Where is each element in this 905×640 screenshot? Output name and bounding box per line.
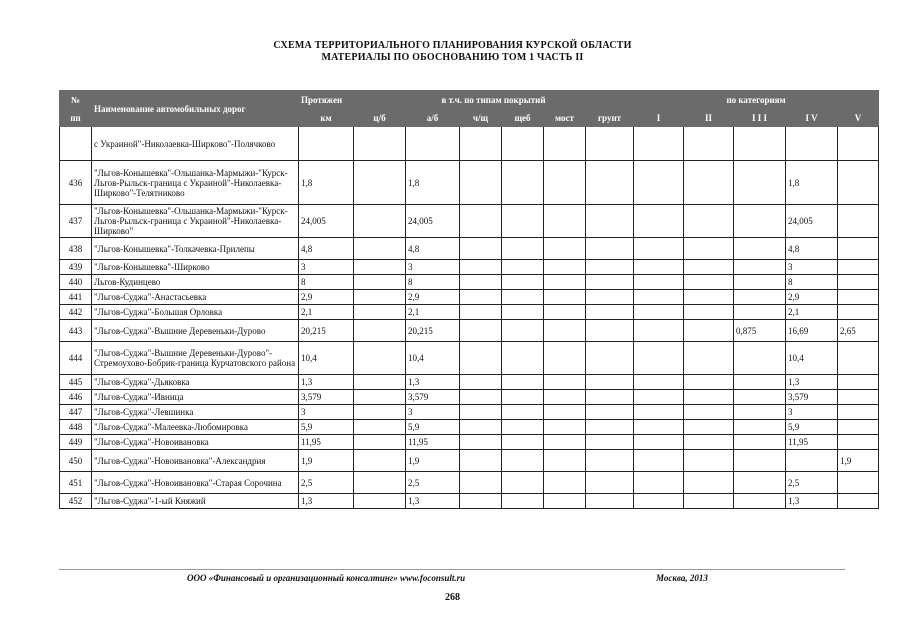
cat-1-value bbox=[634, 127, 684, 161]
cat-4-value: 3,579 bbox=[786, 390, 838, 405]
cat-2-value bbox=[684, 405, 734, 420]
cat-3-value bbox=[734, 435, 786, 450]
header-cat-1: I bbox=[634, 109, 684, 127]
row-number: 444 bbox=[60, 342, 92, 375]
road-name: "Льгов-Суджа"-Вышние Деревеньки-Дурово"-Стремоухово-Бобрик-граница Курчатовского района bbox=[92, 342, 299, 375]
chc-value bbox=[460, 260, 502, 275]
row-number: 445 bbox=[60, 375, 92, 390]
length-km: 2,9 bbox=[299, 290, 354, 305]
ab-value: 5,9 bbox=[406, 420, 460, 435]
header-shcheb: щеб bbox=[502, 109, 544, 127]
shcheb-value bbox=[502, 450, 544, 472]
road-name: "Льгов-Суджа"-1-ый Княжий bbox=[92, 494, 299, 509]
page-number: 268 bbox=[445, 592, 460, 603]
table-row bbox=[60, 290, 879, 305]
road-name: "Льгов-Суджа"-Левшинка bbox=[92, 405, 299, 420]
grunt-value bbox=[586, 375, 634, 390]
ab-value: 3,579 bbox=[406, 390, 460, 405]
grunt-value bbox=[586, 290, 634, 305]
cat-4-value: 2,5 bbox=[786, 472, 838, 494]
cat-2-value bbox=[684, 290, 734, 305]
grunt-value bbox=[586, 127, 634, 161]
cat-3-value bbox=[734, 290, 786, 305]
length-km: 3 bbox=[299, 260, 354, 275]
length-km: 3,579 bbox=[299, 390, 354, 405]
cb-value bbox=[354, 435, 406, 450]
header-by-surface: в т.ч. по типам покрытий bbox=[354, 91, 634, 109]
most-value bbox=[544, 405, 586, 420]
cat-4-value: 16,69 bbox=[786, 320, 838, 342]
ab-value: 24,005 bbox=[406, 205, 460, 238]
road-name: "Льгов-Конышевка"-Ширково bbox=[92, 260, 299, 275]
cat-4-value: 2,9 bbox=[786, 290, 838, 305]
shcheb-value bbox=[502, 161, 544, 205]
document-subtitle: МАТЕРИАЛЫ ПО ОБОСНОВАНИЮ ТОМ 1 ЧАСТЬ II bbox=[321, 52, 584, 63]
cat-1-value bbox=[634, 238, 684, 260]
cat-2-value bbox=[684, 205, 734, 238]
cat-5-value bbox=[838, 275, 879, 290]
row-number: 439 bbox=[60, 260, 92, 275]
grunt-value bbox=[586, 342, 634, 375]
cb-value bbox=[354, 260, 406, 275]
cat-1-value bbox=[634, 342, 684, 375]
ab-value bbox=[406, 127, 460, 161]
chc-value bbox=[460, 472, 502, 494]
row-number: 448 bbox=[60, 420, 92, 435]
cat-3-value bbox=[734, 238, 786, 260]
cb-value bbox=[354, 390, 406, 405]
shcheb-value bbox=[502, 205, 544, 238]
grunt-value bbox=[586, 275, 634, 290]
road-name: "Льгов-Суджа"-Вышние Деревеньки-Дурово bbox=[92, 320, 299, 342]
shcheb-value bbox=[502, 420, 544, 435]
grunt-value bbox=[586, 435, 634, 450]
row-number: 450 bbox=[60, 450, 92, 472]
shcheb-value bbox=[502, 305, 544, 320]
chc-value bbox=[460, 290, 502, 305]
table-row bbox=[60, 472, 879, 494]
cb-value bbox=[354, 127, 406, 161]
cat-3-value bbox=[734, 494, 786, 509]
length-km: 2,1 bbox=[299, 305, 354, 320]
length-km: 3 bbox=[299, 405, 354, 420]
cb-value bbox=[354, 275, 406, 290]
most-value bbox=[544, 205, 586, 238]
cat-4-value: 1,3 bbox=[786, 494, 838, 509]
cb-value bbox=[354, 238, 406, 260]
roads-table bbox=[59, 90, 879, 509]
cat-1-value bbox=[634, 275, 684, 290]
grunt-value bbox=[586, 205, 634, 238]
header-length: Протяжен bbox=[299, 91, 354, 109]
header-cb: ц/б bbox=[354, 109, 406, 127]
cat-3-value bbox=[734, 275, 786, 290]
cat-2-value bbox=[684, 275, 734, 290]
chc-value bbox=[460, 305, 502, 320]
header-km: км bbox=[299, 109, 354, 127]
header-cat-5: V bbox=[838, 109, 879, 127]
cat-5-value bbox=[838, 342, 879, 375]
length-km: 5,9 bbox=[299, 420, 354, 435]
chc-value bbox=[460, 420, 502, 435]
length-km bbox=[299, 127, 354, 161]
shcheb-value bbox=[502, 375, 544, 390]
cat-3-value: 0,875 bbox=[734, 320, 786, 342]
length-km: 1,9 bbox=[299, 450, 354, 472]
shcheb-value bbox=[502, 342, 544, 375]
header-no: № bbox=[60, 91, 92, 109]
cat-4-value: 3 bbox=[786, 405, 838, 420]
row-number: 440 bbox=[60, 275, 92, 290]
header-grunt: грунт bbox=[586, 109, 634, 127]
table-row bbox=[60, 238, 879, 260]
grunt-value bbox=[586, 305, 634, 320]
cb-value bbox=[354, 472, 406, 494]
shcheb-value bbox=[502, 290, 544, 305]
shcheb-value bbox=[502, 275, 544, 290]
length-km: 20,215 bbox=[299, 320, 354, 342]
cat-5-value bbox=[838, 494, 879, 509]
cat-1-value bbox=[634, 161, 684, 205]
cb-value bbox=[354, 420, 406, 435]
cat-5-value: 1,9 bbox=[838, 450, 879, 472]
cat-3-value bbox=[734, 305, 786, 320]
cat-5-value bbox=[838, 420, 879, 435]
grunt-value bbox=[586, 390, 634, 405]
cat-1-value bbox=[634, 405, 684, 420]
chc-value bbox=[460, 275, 502, 290]
cat-4-value: 1,8 bbox=[786, 161, 838, 205]
cat-4-value: 4,8 bbox=[786, 238, 838, 260]
ab-value: 3 bbox=[406, 405, 460, 420]
most-value bbox=[544, 290, 586, 305]
header-cat-2: II bbox=[684, 109, 734, 127]
road-name: "Льгов-Суджа"-Новоивановка bbox=[92, 435, 299, 450]
most-value bbox=[544, 161, 586, 205]
cat-5-value bbox=[838, 305, 879, 320]
shcheb-value bbox=[502, 390, 544, 405]
ab-value: 1,3 bbox=[406, 494, 460, 509]
most-value bbox=[544, 435, 586, 450]
table-row bbox=[60, 375, 879, 390]
cb-value bbox=[354, 320, 406, 342]
length-km: 1,3 bbox=[299, 375, 354, 390]
header-most: мост bbox=[544, 109, 586, 127]
table-row bbox=[60, 260, 879, 275]
cat-2-value bbox=[684, 420, 734, 435]
table-row bbox=[60, 494, 879, 509]
table-row bbox=[60, 127, 879, 161]
cat-3-value bbox=[734, 420, 786, 435]
table-row bbox=[60, 275, 879, 290]
header-cat-4: I V bbox=[786, 109, 838, 127]
cat-3-value bbox=[734, 450, 786, 472]
chc-value bbox=[460, 375, 502, 390]
cat-2-value bbox=[684, 435, 734, 450]
table-row bbox=[60, 320, 879, 342]
table-row bbox=[60, 342, 879, 375]
cat-2-value bbox=[684, 161, 734, 205]
cat-5-value bbox=[838, 161, 879, 205]
cat-4-value bbox=[786, 450, 838, 472]
cat-1-value bbox=[634, 420, 684, 435]
ab-value: 2,9 bbox=[406, 290, 460, 305]
table-header-row-1 bbox=[60, 91, 879, 109]
cat-3-value bbox=[734, 390, 786, 405]
cat-4-value: 3 bbox=[786, 260, 838, 275]
cat-4-value: 10,4 bbox=[786, 342, 838, 375]
grunt-value bbox=[586, 472, 634, 494]
row-number: 452 bbox=[60, 494, 92, 509]
road-name: "Льгов-Суджа"-Дьяковка bbox=[92, 375, 299, 390]
shcheb-value bbox=[502, 127, 544, 161]
cb-value bbox=[354, 305, 406, 320]
grunt-value bbox=[586, 405, 634, 420]
table-row bbox=[60, 420, 879, 435]
cat-4-value: 24,005 bbox=[786, 205, 838, 238]
header-by-category: по категориям bbox=[634, 91, 879, 109]
document-title: СХЕМА ТЕРРИТОРИАЛЬНОГО ПЛАНИРОВАНИЯ КУРСКОЙ ОБЛАСТИ bbox=[273, 40, 632, 51]
cat-4-value bbox=[786, 127, 838, 161]
cat-5-value bbox=[838, 435, 879, 450]
ab-value: 3 bbox=[406, 260, 460, 275]
cat-4-value: 1,3 bbox=[786, 375, 838, 390]
cat-5-value bbox=[838, 472, 879, 494]
row-number: 447 bbox=[60, 405, 92, 420]
cat-5-value bbox=[838, 290, 879, 305]
cat-2-value bbox=[684, 238, 734, 260]
cb-value bbox=[354, 205, 406, 238]
row-number: 438 bbox=[60, 238, 92, 260]
cat-3-value bbox=[734, 472, 786, 494]
length-km: 1,8 bbox=[299, 161, 354, 205]
chc-value bbox=[460, 494, 502, 509]
cat-2-value bbox=[684, 305, 734, 320]
cat-1-value bbox=[634, 390, 684, 405]
most-value bbox=[544, 275, 586, 290]
cb-value bbox=[354, 405, 406, 420]
chc-value bbox=[460, 342, 502, 375]
chc-value bbox=[460, 205, 502, 238]
cb-value bbox=[354, 342, 406, 375]
cat-2-value bbox=[684, 450, 734, 472]
road-name: "Льгов-Конышевка"-Ольшанка-Мармыжи-"Курск-Льгов-Рыльск-граница с Украиной"-Николаевка-Ширково" bbox=[92, 205, 299, 238]
cat-3-value bbox=[734, 405, 786, 420]
footer-city-year: Москва, 2013 bbox=[656, 573, 708, 583]
cat-3-value bbox=[734, 161, 786, 205]
ab-value: 2,1 bbox=[406, 305, 460, 320]
table-row bbox=[60, 305, 879, 320]
table-row bbox=[60, 390, 879, 405]
road-name: "Льгов-Суджа"-Ивница bbox=[92, 390, 299, 405]
row-number: 446 bbox=[60, 390, 92, 405]
most-value bbox=[544, 472, 586, 494]
ab-value: 20,215 bbox=[406, 320, 460, 342]
length-km: 2,5 bbox=[299, 472, 354, 494]
cat-1-value bbox=[634, 435, 684, 450]
cat-2-value bbox=[684, 342, 734, 375]
cat-3-value bbox=[734, 342, 786, 375]
length-km: 1,3 bbox=[299, 494, 354, 509]
cb-value bbox=[354, 375, 406, 390]
shcheb-value bbox=[502, 472, 544, 494]
length-km: 24,005 bbox=[299, 205, 354, 238]
cat-3-value bbox=[734, 375, 786, 390]
ab-value: 11,95 bbox=[406, 435, 460, 450]
cat-4-value: 5,9 bbox=[786, 420, 838, 435]
cat-5-value bbox=[838, 260, 879, 275]
header-chc: ч/щ bbox=[460, 109, 502, 127]
most-value bbox=[544, 305, 586, 320]
footer-company: ООО «Финансовый и организационный консалтинг» www.foconsult.ru bbox=[187, 573, 466, 583]
road-name: "Льгов-Суджа"-Новоивановка"-Александрия bbox=[92, 450, 299, 472]
cat-1-value bbox=[634, 472, 684, 494]
road-name: "Льгов-Конышевка"-Толкачевка-Прилепы bbox=[92, 238, 299, 260]
row-number: 443 bbox=[60, 320, 92, 342]
grunt-value bbox=[586, 260, 634, 275]
road-name: "Льгов-Суджа"-Малеевка-Любомировка bbox=[92, 420, 299, 435]
road-name: с Украиной"-Николаевка-Ширково"-Полячково bbox=[92, 127, 299, 161]
row-number: 451 bbox=[60, 472, 92, 494]
cat-2-value bbox=[684, 494, 734, 509]
chc-value bbox=[460, 127, 502, 161]
length-km: 11,95 bbox=[299, 435, 354, 450]
cat-4-value: 11,95 bbox=[786, 435, 838, 450]
grunt-value bbox=[586, 420, 634, 435]
cat-3-value bbox=[734, 260, 786, 275]
shcheb-value bbox=[502, 405, 544, 420]
shcheb-value bbox=[502, 260, 544, 275]
chc-value bbox=[460, 320, 502, 342]
cat-1-value bbox=[634, 320, 684, 342]
cat-5-value bbox=[838, 390, 879, 405]
table-row bbox=[60, 450, 879, 472]
cat-2-value bbox=[684, 320, 734, 342]
header-pp: пп bbox=[60, 109, 92, 127]
most-value bbox=[544, 450, 586, 472]
cat-1-value bbox=[634, 290, 684, 305]
cat-3-value bbox=[734, 205, 786, 238]
grunt-value bbox=[586, 238, 634, 260]
cat-5-value bbox=[838, 375, 879, 390]
chc-value bbox=[460, 435, 502, 450]
cat-4-value: 2,1 bbox=[786, 305, 838, 320]
length-km: 4,8 bbox=[299, 238, 354, 260]
cb-value bbox=[354, 450, 406, 472]
chc-value bbox=[460, 405, 502, 420]
ab-value: 8 bbox=[406, 275, 460, 290]
cat-2-value bbox=[684, 260, 734, 275]
chc-value bbox=[460, 161, 502, 205]
table-row bbox=[60, 205, 879, 238]
table-row bbox=[60, 435, 879, 450]
footer-divider bbox=[59, 569, 845, 570]
most-value bbox=[544, 320, 586, 342]
most-value bbox=[544, 342, 586, 375]
most-value bbox=[544, 390, 586, 405]
cat-5-value: 2,65 bbox=[838, 320, 879, 342]
shcheb-value bbox=[502, 238, 544, 260]
road-name: "Льгов-Суджа"-Новоивановка"-Старая Сорочина bbox=[92, 472, 299, 494]
cat-2-value bbox=[684, 375, 734, 390]
cat-1-value bbox=[634, 205, 684, 238]
chc-value bbox=[460, 238, 502, 260]
cat-1-value bbox=[634, 260, 684, 275]
ab-value: 1,9 bbox=[406, 450, 460, 472]
cat-2-value bbox=[684, 390, 734, 405]
ab-value: 2,5 bbox=[406, 472, 460, 494]
table-row bbox=[60, 405, 879, 420]
ab-value: 1,3 bbox=[406, 375, 460, 390]
cat-5-value bbox=[838, 405, 879, 420]
most-value bbox=[544, 238, 586, 260]
grunt-value bbox=[586, 450, 634, 472]
row-number: 436 bbox=[60, 161, 92, 205]
header-cat-3: I I I bbox=[734, 109, 786, 127]
length-km: 10,4 bbox=[299, 342, 354, 375]
shcheb-value bbox=[502, 435, 544, 450]
most-value bbox=[544, 420, 586, 435]
ab-value: 10,4 bbox=[406, 342, 460, 375]
cat-5-value bbox=[838, 238, 879, 260]
header-road-name: Наименование автомобильных дорог bbox=[92, 91, 299, 127]
ab-value: 4,8 bbox=[406, 238, 460, 260]
cb-value bbox=[354, 161, 406, 205]
most-value bbox=[544, 494, 586, 509]
header-ab: а/б bbox=[406, 109, 460, 127]
most-value bbox=[544, 375, 586, 390]
cat-2-value bbox=[684, 127, 734, 161]
most-value bbox=[544, 260, 586, 275]
cat-5-value bbox=[838, 127, 879, 161]
cat-5-value bbox=[838, 205, 879, 238]
cat-1-value bbox=[634, 375, 684, 390]
grunt-value bbox=[586, 494, 634, 509]
cat-4-value: 8 bbox=[786, 275, 838, 290]
row-number: 449 bbox=[60, 435, 92, 450]
length-km: 8 bbox=[299, 275, 354, 290]
road-name: "Льгов-Суджа"-Большая Орловка bbox=[92, 305, 299, 320]
cat-1-value bbox=[634, 450, 684, 472]
cat-2-value bbox=[684, 472, 734, 494]
cb-value bbox=[354, 494, 406, 509]
grunt-value bbox=[586, 161, 634, 205]
cat-1-value bbox=[634, 494, 684, 509]
ab-value: 1,8 bbox=[406, 161, 460, 205]
table-row bbox=[60, 161, 879, 205]
grunt-value bbox=[586, 320, 634, 342]
road-name: "Льгов-Суджа"-Анастасьевка bbox=[92, 290, 299, 305]
road-name: Льгов-Кудинцево bbox=[92, 275, 299, 290]
shcheb-value bbox=[502, 494, 544, 509]
cat-3-value bbox=[734, 127, 786, 161]
row-number bbox=[60, 127, 92, 161]
row-number: 437 bbox=[60, 205, 92, 238]
row-number: 442 bbox=[60, 305, 92, 320]
row-number: 441 bbox=[60, 290, 92, 305]
chc-value bbox=[460, 390, 502, 405]
shcheb-value bbox=[502, 320, 544, 342]
cb-value bbox=[354, 290, 406, 305]
road-name: "Льгов-Конышевка"-Ольшанка-Мармыжи-"Курск-Льгов-Рыльск-граница с Украиной"-Николаевка-Ширково"-Телятниково bbox=[92, 161, 299, 205]
most-value bbox=[544, 127, 586, 161]
chc-value bbox=[460, 450, 502, 472]
cat-1-value bbox=[634, 305, 684, 320]
